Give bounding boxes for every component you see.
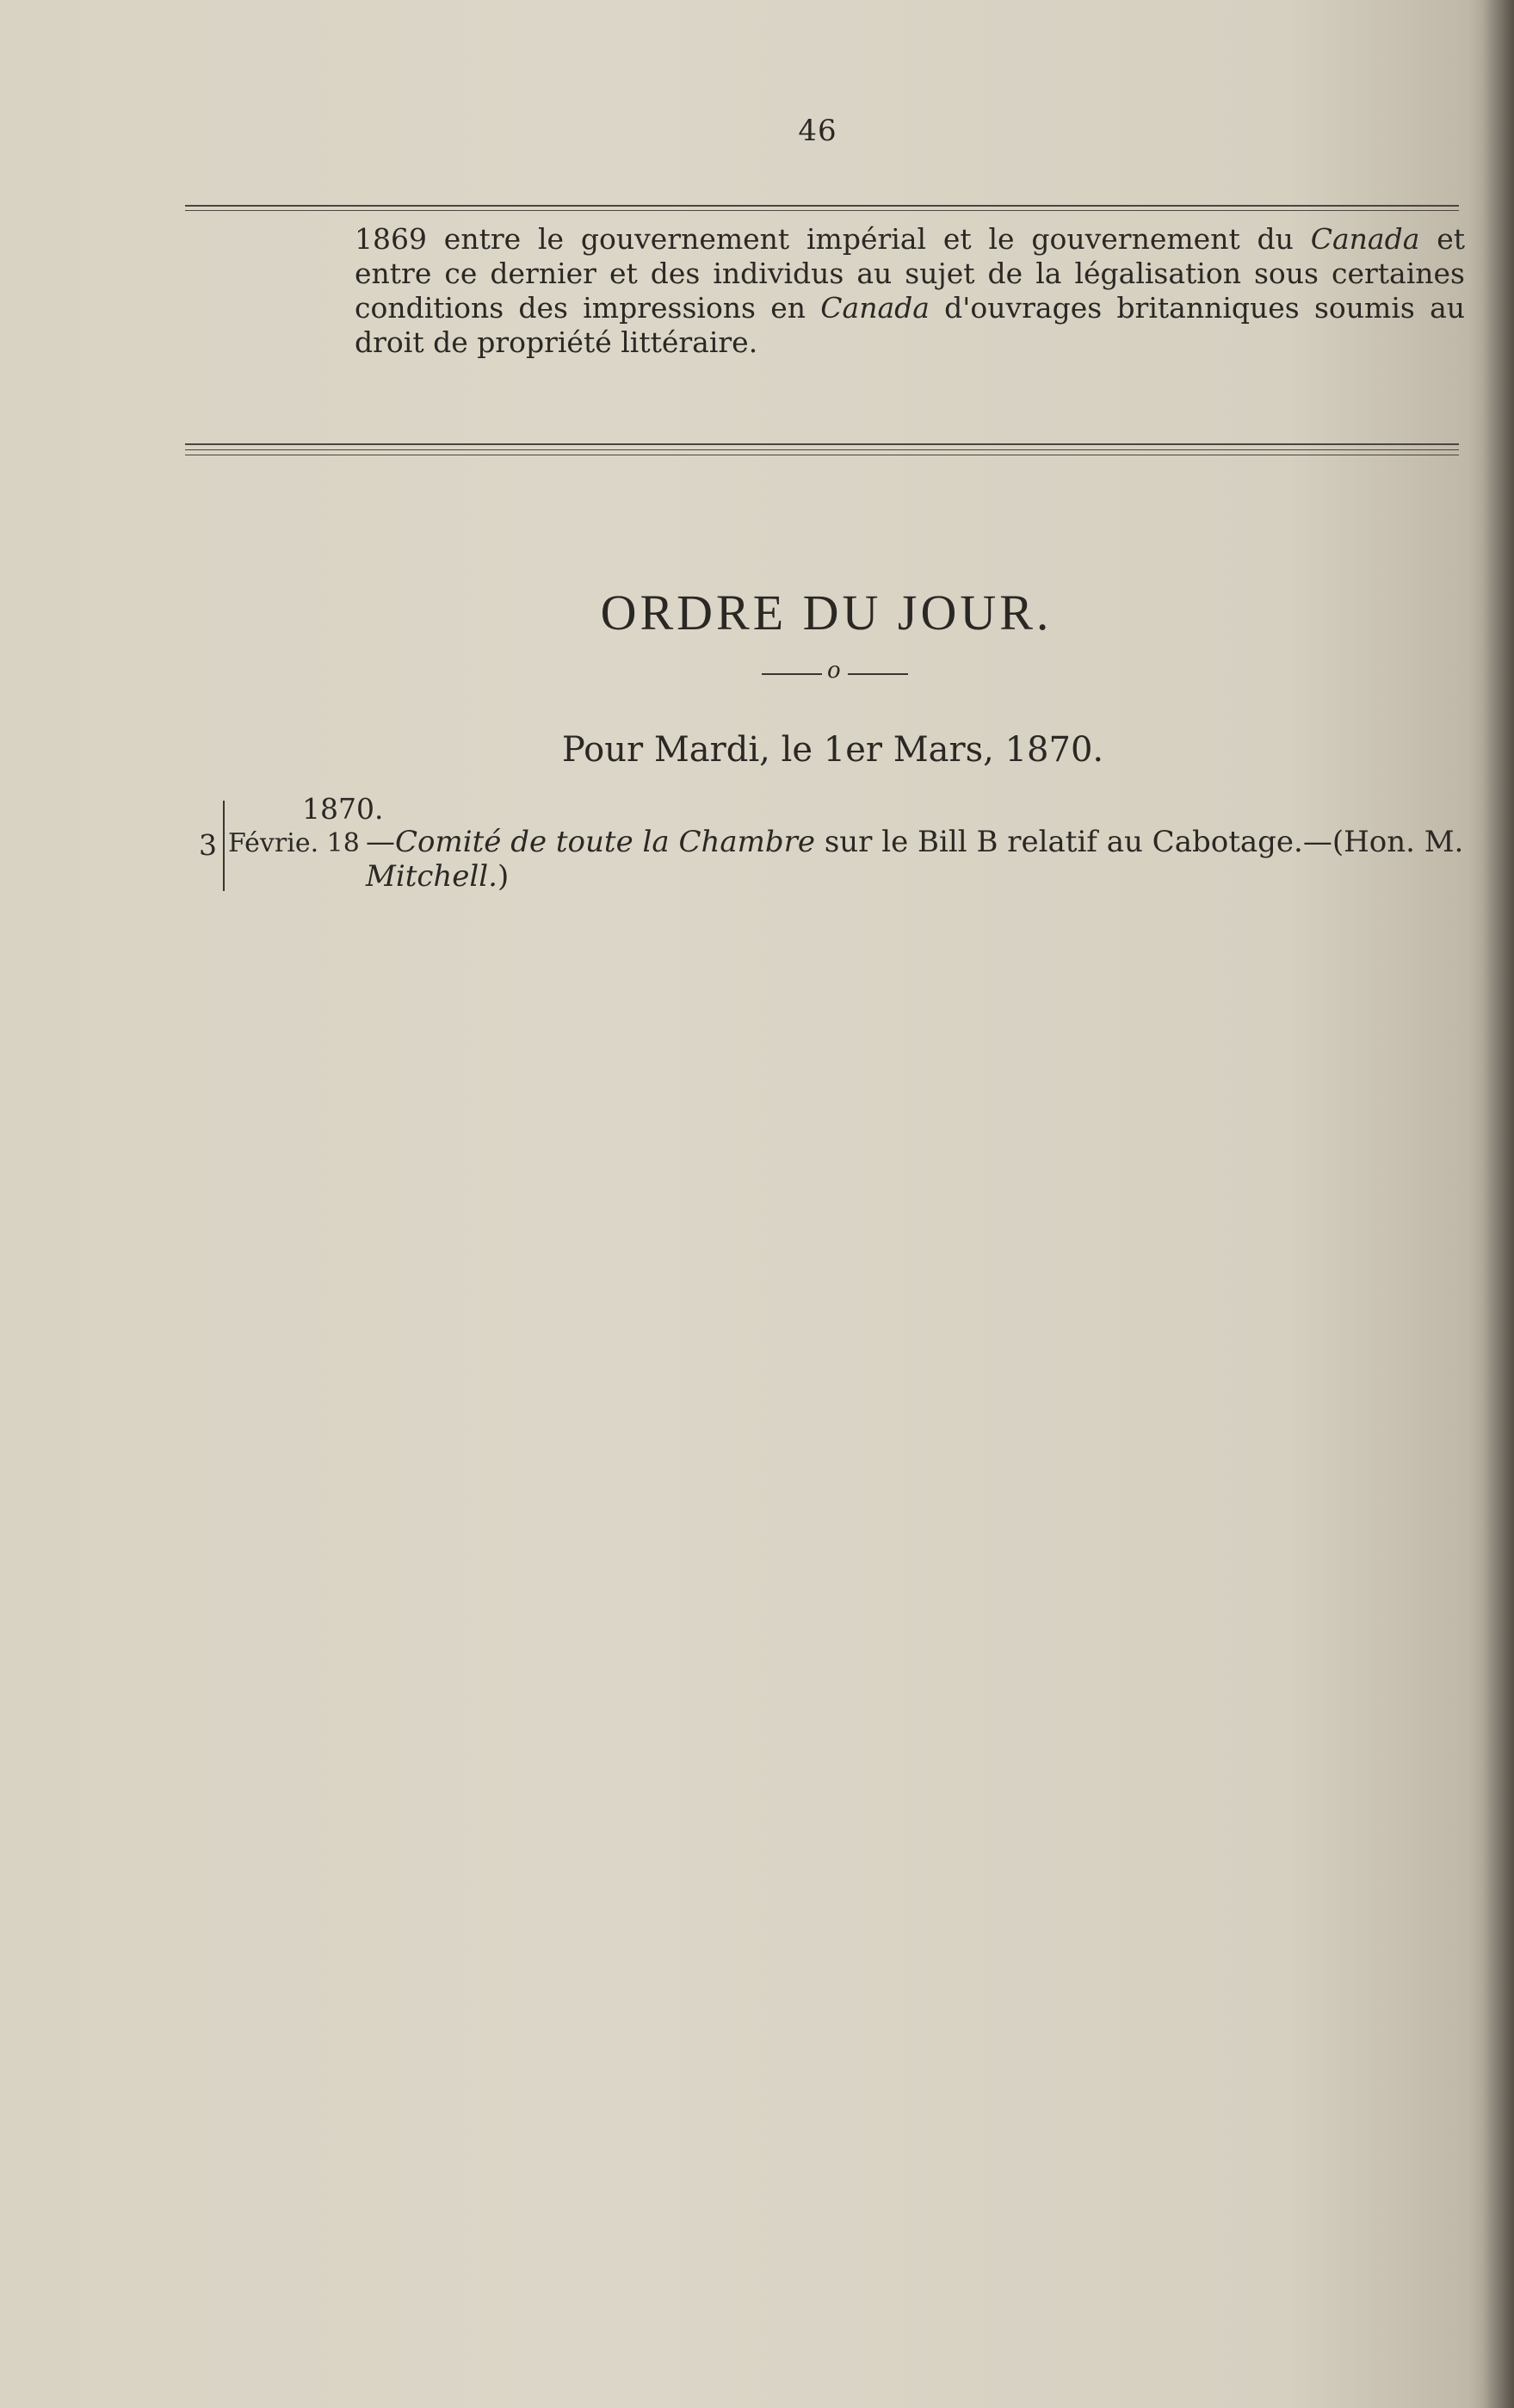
entry-body: sur le Bill B relatif au Cabotage.—(Hon. M. [815, 825, 1464, 859]
middle-rule-thin [185, 449, 1459, 450]
top-rule [185, 205, 1459, 207]
entry-number: 3 [199, 828, 217, 862]
entry-column-divider [223, 801, 225, 891]
entry-close: ) [497, 859, 510, 894]
entry-year: 1870. [302, 792, 384, 826]
page-edge-shadow [1483, 0, 1514, 2408]
intro-text-3: d'ouvrages britanniques soumis au droit de propriété littéraire. [355, 291, 1465, 359]
intro-italic-2: Canada [820, 291, 930, 325]
top-rule-thin [185, 210, 1459, 211]
entry-text [366, 825, 1476, 894]
entry-dash: — [366, 825, 395, 859]
intro-text-1: 1869 entre le gouvernement impérial et le gouvernement du [355, 222, 1311, 256]
intro-paragraph [355, 222, 1465, 360]
page-number: 46 [798, 114, 837, 148]
separator-mark: o [827, 658, 841, 684]
entry-month-day: Févrie. 18 [228, 828, 360, 858]
intro-italic-1: Canada [1310, 222, 1420, 256]
agenda-entry [194, 792, 1476, 913]
entry-italic-end: Mitchell. [366, 859, 497, 894]
middle-rule [185, 443, 1459, 445]
date-heading: Pour Mardi, le 1er Mars, 1870. [561, 730, 1104, 770]
entry-italic-start: Comité de toute la Chambre [395, 825, 816, 859]
intro-text-2: et entre ce dernier et des individus au sujet de la légalisation sous certaines conditions des impressions en [355, 222, 1466, 325]
title-separator [762, 658, 908, 687]
separator-line-left [762, 673, 822, 675]
separator-line-right [848, 673, 908, 675]
section-title: ORDRE DU JOUR. [600, 585, 1053, 641]
